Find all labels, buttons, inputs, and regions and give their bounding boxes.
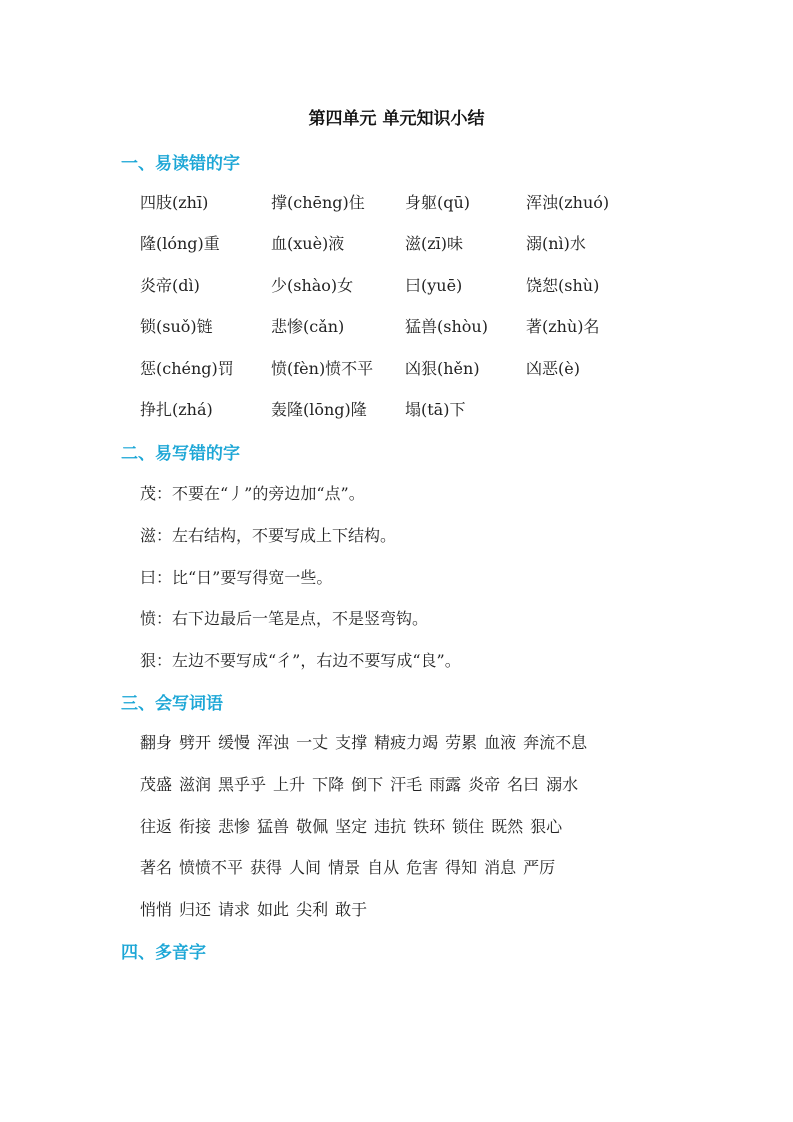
vocab-word: 悲惨 — [218, 817, 251, 836]
vocab-word: 如此 — [257, 900, 290, 919]
vocab-word: 滋润 — [179, 775, 212, 794]
pronunciation-item: 著(zhù)名 — [526, 317, 600, 336]
vocab-word: 往返 — [140, 817, 173, 836]
vocab-word: 锁住 — [452, 817, 485, 836]
vocab-word: 铁环 — [413, 817, 446, 836]
vocab-word: 茂盛 — [140, 775, 173, 794]
vocab-word: 精疲力竭 — [374, 733, 439, 752]
vocab-word: 翻身 — [140, 733, 173, 752]
section-heading-writing: 二、易写错的字 — [121, 444, 240, 464]
vocab-word: 消息 — [484, 858, 517, 877]
pronunciation-item: 挣扎(zhá) — [140, 400, 213, 419]
vocab-word: 得知 — [445, 858, 478, 877]
pronunciation-item: 隆(lóng)重 — [140, 234, 220, 253]
pronunciation-item: 滋(zī)味 — [405, 234, 464, 253]
vocab-word: 悄悄 — [140, 900, 173, 919]
pronunciation-item: 炎帝(dì) — [140, 276, 200, 295]
pronunciation-item: 锁(suǒ)链 — [140, 317, 213, 336]
pronunciation-item: 撑(chēng)住 — [271, 193, 365, 212]
vocab-word: 倒下 — [351, 775, 384, 794]
vocab-row — [140, 730, 594, 753]
pronunciation-item: 血(xuè)液 — [271, 234, 345, 253]
vocab-word: 黑乎乎 — [218, 775, 267, 794]
vocab-word: 人间 — [289, 858, 322, 877]
vocab-word: 溺水 — [546, 775, 579, 794]
writing-note: 茂：不要在“丿”的旁边加“点”。 — [140, 484, 365, 503]
vocab-word: 获得 — [250, 858, 283, 877]
pronunciation-item: 凶恶(è) — [526, 359, 580, 378]
vocab-word: 狠心 — [530, 817, 563, 836]
pronunciation-item: 猛兽(shòu) — [405, 317, 488, 336]
pronunciation-item: 身躯(qū) — [405, 193, 471, 212]
vocab-row — [140, 814, 569, 837]
vocab-word: 奔流不息 — [523, 733, 588, 752]
vocab-word: 坚定 — [335, 817, 368, 836]
pronunciation-item: 惩(chéng)罚 — [140, 359, 234, 378]
vocab-word: 既然 — [491, 817, 524, 836]
pronunciation-item: 曰(yuē) — [405, 276, 463, 295]
vocab-word: 名曰 — [507, 775, 540, 794]
writing-note: 滋：左右结构，不要写成上下结构。 — [140, 526, 397, 545]
vocab-word: 缓慢 — [218, 733, 251, 752]
vocab-word: 请求 — [218, 900, 251, 919]
pronunciation-item: 轰隆(lōng)隆 — [271, 400, 367, 419]
pronunciation-item: 浑浊(zhuó) — [526, 193, 610, 212]
pronunciation-item: 饶恕(shù) — [526, 276, 600, 295]
vocab-word: 浑浊 — [257, 733, 290, 752]
vocab-word: 一丈 — [296, 733, 329, 752]
vocab-word: 著名 — [140, 858, 173, 877]
pronunciation-item: 凶狠(hěn) — [405, 359, 480, 378]
writing-note: 愤：右下边最后一笔是点，不是竖弯钩。 — [140, 609, 429, 628]
writing-note: 狠：左边不要写成“彳”，右边不要写成“良”。 — [140, 651, 461, 670]
vocab-word: 劈开 — [179, 733, 212, 752]
vocab-word: 汗毛 — [390, 775, 423, 794]
pronunciation-item: 少(shào)女 — [271, 276, 354, 295]
vocab-row — [140, 855, 562, 878]
vocab-word: 炎帝 — [468, 775, 501, 794]
vocab-word: 劳累 — [445, 733, 478, 752]
vocab-word: 上升 — [273, 775, 306, 794]
vocab-row — [140, 897, 374, 920]
vocab-word: 猛兽 — [257, 817, 290, 836]
pronunciation-item: 四肢(zhī) — [140, 193, 209, 212]
writing-note: 曰：比“日”要写得宽一些。 — [140, 568, 333, 587]
pronunciation-item: 愤(fèn)愤不平 — [271, 359, 374, 378]
vocab-word: 情景 — [328, 858, 361, 877]
vocab-word: 违抗 — [374, 817, 407, 836]
vocab-word: 敢于 — [335, 900, 368, 919]
vocab-word: 敬佩 — [296, 817, 329, 836]
vocab-word: 危害 — [406, 858, 439, 877]
vocab-word: 归还 — [179, 900, 212, 919]
vocab-word: 严厉 — [523, 858, 556, 877]
pronunciation-item: 悲惨(cǎn) — [271, 317, 345, 336]
vocab-word: 下降 — [312, 775, 345, 794]
vocab-word: 愤愤不平 — [179, 858, 244, 877]
vocab-word: 尖利 — [296, 900, 329, 919]
section-heading-pronunciation: 一、易读错的字 — [121, 154, 240, 174]
pronunciation-item: 塌(tā)下 — [405, 400, 466, 419]
section-heading-vocab: 三、会写词语 — [121, 694, 223, 714]
vocab-row — [140, 772, 585, 795]
vocab-word: 自从 — [367, 858, 400, 877]
vocab-word: 血液 — [484, 733, 517, 752]
section-heading-polyphones: 四、多音字 — [121, 943, 206, 963]
vocab-word: 雨露 — [429, 775, 462, 794]
vocab-word: 衔接 — [179, 817, 212, 836]
pronunciation-item: 溺(nì)水 — [526, 234, 586, 253]
vocab-word: 支撑 — [335, 733, 368, 752]
page-title: 第四单元 单元知识小结 — [308, 109, 485, 129]
